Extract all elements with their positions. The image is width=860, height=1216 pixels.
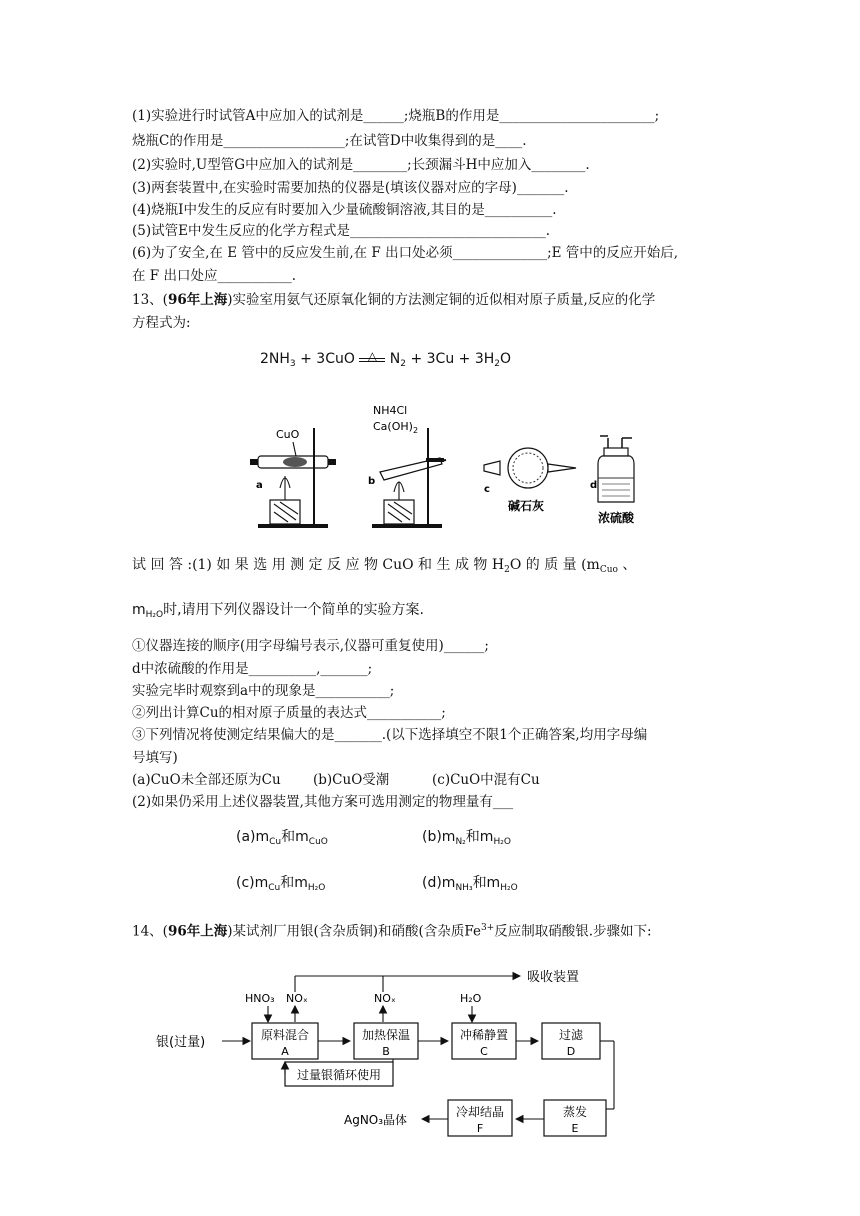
nox-label-b: NOₓ [374, 992, 396, 1005]
apparatus-figure [240, 398, 660, 540]
option-b: $(b)m_{N_2}$和$m_{H_2O}$ [422, 829, 511, 847]
choice-a: (a)CuO未全部还原为Cu [132, 772, 281, 788]
q13-heading-cont: 方程式为: [132, 315, 191, 331]
q12-line-4: (3)两套装置中,在实验时需要加热的仪器是(填该仪器对应的字母)_______. [132, 180, 569, 196]
label-d: d [590, 480, 598, 491]
q13-q1-line-2: $m_{H_2O}$时,请用下列仪器设计一个简单的实验方案. [132, 602, 425, 620]
apparatus-a [250, 428, 336, 528]
water-label: H₂O [460, 992, 482, 1005]
step-b-box [354, 1023, 418, 1059]
q12-line-5: (4)烧瓶I中发生的反应有时要加入少量硫酸铜溶液,其目的是__________. [132, 202, 557, 218]
svg-text:E: E [571, 1122, 579, 1135]
step-e-box [544, 1100, 606, 1136]
svg-text:B: B [382, 1045, 390, 1058]
agno3-crystal-label: AgNO₃晶体 [344, 1113, 408, 1127]
svg-text:C: C [480, 1045, 488, 1058]
q12-line-7: (6)为了安全,在 E 管中的反应发生前,在 F 出口处必须______________;E 管中的反应开始后, [132, 245, 679, 261]
q12-line-3: (2)实验时,U型管G中应加入的试剂是________;长颈漏斗H中应加入________. [132, 157, 590, 173]
nox-label-a: NOₓ [286, 992, 308, 1005]
hno3-label: HNO₃ [245, 992, 275, 1005]
apparatus-c [484, 448, 576, 513]
caoh2-label: $Ca(OH)_2$ [373, 420, 419, 435]
q12-line-8: 在 F 出口处应___________. [132, 268, 296, 284]
q13-q2-line: (2)如果仍采用上述仪器装置,其他方案可选用测定的物理量有___ [132, 794, 514, 810]
q14-heading: 14、(96年上海)某试剂厂用银(含杂质铜)和硝酸(含杂质$Fe^{3+}$反应制取硝酸银.步骤如下: [132, 923, 652, 940]
silver-input-label: 银(过量) [156, 1035, 206, 1050]
svg-text:F: F [476, 1122, 484, 1135]
svg-text:加热保温: 加热保温 [361, 1028, 411, 1042]
q12-line-1: (1)实验进行时试管A中应加入的试剂是______;烧瓶B的作用是_______________________; [132, 108, 660, 124]
nh4cl-label: NH4Cl [373, 404, 408, 417]
svg-text:原料混合: 原料混合 [260, 1028, 310, 1042]
conc-h2so4-label: 浓硫酸 [598, 511, 635, 525]
step-c-box [452, 1023, 516, 1059]
label-b: b [368, 476, 376, 487]
q13-line-3: 实验完毕时观察到a中的现象是___________; [132, 683, 395, 699]
label-c: c [484, 484, 490, 495]
choice-b: (b)CuO受潮 [313, 772, 390, 788]
q13-line-2: d中浓硫酸的作用是__________,_______; [132, 661, 373, 677]
apparatus-d [590, 436, 635, 525]
reaction-equation: $2NH_3 + 3CuO$ △ $N_2 + 3Cu + 3H_2O$ [260, 349, 512, 369]
q13-line-1: ①仪器连接的顺序(用字母编号表示,仪器可重复使用)______; [132, 638, 489, 654]
apparatus-b [368, 404, 446, 528]
process-flow-diagram [150, 962, 640, 1152]
q13-q1-line: 试 回 答 :(1) 如 果 选 用 测 定 反 应 物 CuO 和 生 成 物 $H_2O$ 的 质 量 ($m_{Cuo}$ 、 [132, 557, 637, 575]
q13-heading: 13、(96年上海)实验室用氨气还原氧化铜的方法测定铜的近似相对原子质量,反应的化学 [132, 292, 656, 308]
q13-line-5: ③下列情况将使测定结果偏大的是_______.(以下选择填空不限1个正确答案,均用字母编 [132, 727, 648, 743]
absorb-device-label: 吸收装置 [527, 970, 580, 985]
q12-line-6: (5)试管E中发生反应的化学方程式是_____________________________. [132, 223, 551, 239]
svg-text:A: A [281, 1045, 289, 1058]
step-a-box [252, 1023, 318, 1059]
svg-text:蒸发: 蒸发 [562, 1105, 588, 1119]
cuo-label: CuO [276, 428, 300, 441]
svg-text:冲稀静置: 冲稀静置 [459, 1028, 509, 1042]
q13-line-6: 号填写) [132, 750, 178, 766]
option-c: $(c)m_{Cu}$和$m_{H_2O}$ [236, 875, 326, 893]
label-a: a [256, 480, 263, 491]
option-a: $(a)m_{Cu}$和$m_{CuO}$ [236, 829, 328, 847]
q13-line-4: ②列出计算Cu的相对原子质量的表达式___________; [132, 705, 446, 721]
recycle-label: 过量银循环使用 [296, 1068, 382, 1082]
soda-lime-label: 碱石灰 [508, 499, 545, 513]
step-d-box [542, 1023, 600, 1059]
svg-text:过滤: 过滤 [558, 1028, 584, 1042]
svg-text:D: D [566, 1045, 576, 1058]
recycle-loop [285, 1059, 393, 1086]
choice-c: (c)CuO中混有Cu [432, 772, 540, 788]
q12-line-2: 烧瓶C的作用是__________________;在试管D中收集得到的是____. [132, 133, 527, 149]
step-f-box [448, 1100, 512, 1136]
svg-text:冷却结晶: 冷却结晶 [455, 1105, 505, 1119]
option-d: $(d)m_{NH_3}$和$m_{H_2O}$ [422, 875, 518, 893]
